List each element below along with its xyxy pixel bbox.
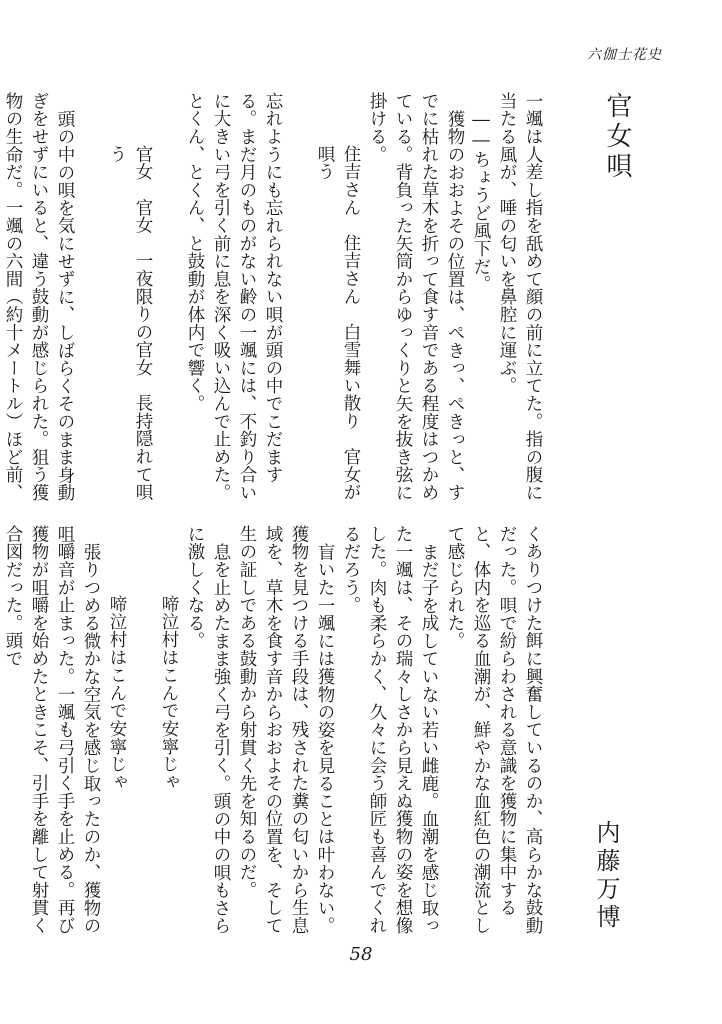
paragraph: 啼泣村はこんで安寧じゃ	[159, 595, 179, 791]
paragraph: 一颯は人差し指を舐めて顔の前に立てた。指の腹に当たる風が、唾の匂いを鼻腔に運ぶ。	[497, 92, 543, 502]
lower-text-block	[0, 525, 546, 945]
paragraph: くありつけた餌に興奮しているのか、高らかな鼓動だった。唄で紛らわされる意識を獲物に集中すると、体内を巡る血潮が、鮮やかな血紅色の潮流として感じられた。	[445, 525, 543, 935]
paragraph: 啼泣村はこんで安寧じゃ	[107, 595, 127, 791]
running-header: 六伽士花史	[587, 47, 662, 63]
story-title: 官女唄	[602, 92, 632, 182]
paragraph: ――ちょうど風下だ。	[471, 109, 491, 293]
paragraph: 獲物のおおよその位置は、ぺきっ、ぺきっと、すでに枯れた草木を折って食す音である程度はつかめている。背負った矢筒からゆっくりと矢を抜き弦に掛ける。	[367, 92, 465, 502]
paragraph: 住吉さん 住吉さん 白雪舞い散り 官女が唄う	[315, 144, 361, 501]
paragraph: まだ子を成していない若い雌鹿。血潮を感じ取った一颯は、その瑞々しさから見えぬ獲物の姿を想像した。肉も柔らかく、久々に会う師匠も喜んでくれるだろう。	[341, 525, 439, 935]
paragraph: 忘れようにも忘れられない唄が頭の中でこだまする。まだ月のものがない齢の一颯には、不釣り合いに大きい弓を引く前に息を深く吸い込んで止めた。とくん、とくん、と鼓動が体内で響く。	[185, 92, 283, 502]
paragraph: 官女 官女 一夜限りの官女 長持隠れて唄う	[107, 144, 153, 501]
paragraph: 息を止めたまま強く弓を引く。頭の中の唄もさらに激しくなる。	[185, 525, 231, 935]
upper-text-block	[0, 92, 546, 502]
paragraph: 張りつめる微かな空気を感じ取ったのか、獲物の咀嚼音が止まった。一颯も弓引く手を止める。再び獲物が咀嚼を始めたときこそ、引手を離して射貫く合図だった。頭で	[3, 525, 101, 935]
author-name: 内藤万博	[592, 820, 620, 932]
paragraph: 盲いた一颯には獲物の姿を見ることは叶わない。獲物を見つける手段は、残された糞の匂いから生息域を、草木を食す音からおおよその位置を、そして生の証しである鼓動から射貫く先を知るのだ。	[237, 525, 335, 935]
page-number: 58	[349, 944, 373, 965]
paragraph: 頭の中の唄を気にせずに、しばらくそのまま身動ぎをせずにいると、違う鼓動が感じられた。狙う獲物の生命だ。一颯の六間（約十メートル）ほど前、	[3, 92, 75, 502]
